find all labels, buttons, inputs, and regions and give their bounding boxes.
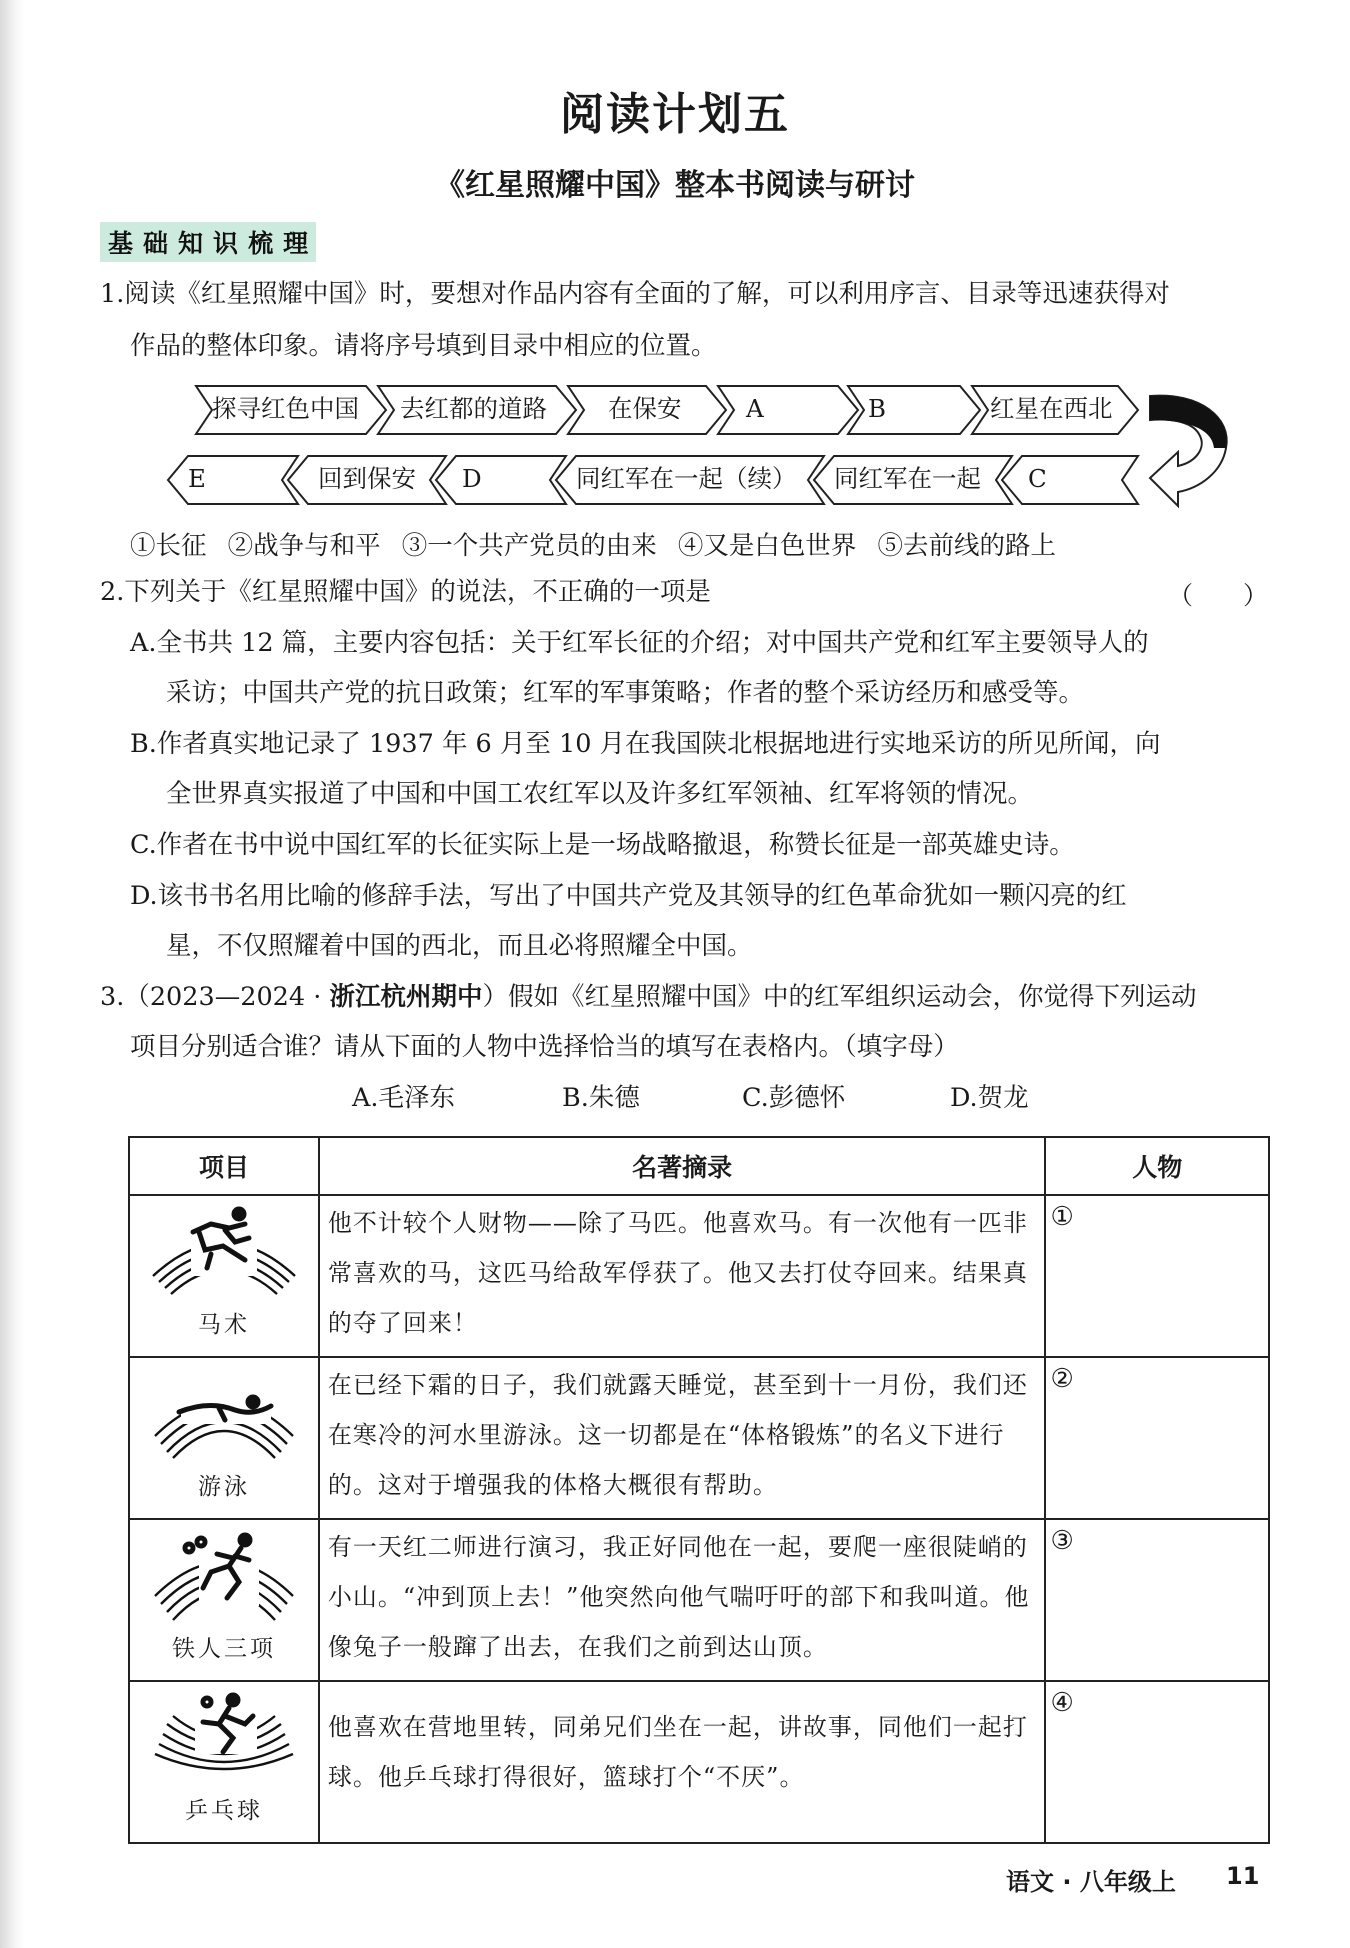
q2-option-c: C.作者在书中说中国红军的长征实际上是一场战略撤退，称赞长征是一部英雄史诗。 (130, 830, 1075, 860)
sport-cell (129, 1195, 319, 1357)
person-option: A.毛泽东 (352, 1083, 456, 1113)
excerpt-cell (319, 1195, 1046, 1357)
q1-options (130, 526, 1056, 562)
q2-option-a: A.全书共 12 篇，主要内容包括：关于红军长征的介绍；对中国共产党和红军主要领导人的 (130, 628, 1149, 658)
q2-option-a-cont: 采访；中国共产党的抗日政策；红军的军事策略；作者的整个采访经历和感受等。 (166, 678, 1085, 708)
triathlon-icon (149, 1526, 299, 1622)
swimming-icon (149, 1364, 299, 1460)
answer-paren: （ ） (1168, 581, 1269, 610)
answer-cell[interactable] (1045, 1681, 1269, 1843)
person-option: B.朱德 (562, 1083, 640, 1113)
person-option: C.彭德怀 (742, 1083, 846, 1113)
excerpt-text: 在已经下霜的日子，我们就露天睡觉，甚至到十一月份，我们还在寒冷的河水里游泳。这一切都是在“体格锻炼”的名义下进行的。这对于增强我的体格大概很有帮助。 (327, 1371, 1028, 1499)
sport-label: 马术 (197, 1312, 250, 1338)
answer-number: ④ (1050, 1688, 1074, 1718)
table-row (129, 1195, 1269, 1357)
sport-cell (129, 1681, 319, 1843)
excerpt-text: 有一天红二师进行演习，我正好同他在一起，要爬一座很陡峭的小山。“冲到顶上去！”他突然向他气喘吁吁的部下和我叫道。他像兔子一般蹿了出去，在我们之前到达山顶。 (327, 1533, 1030, 1661)
q3-line2: 项目分别适合谁？请从下面的人物中选择恰当的填写在表格内。（填字母） (130, 1032, 959, 1062)
page-title: 阅读计划五 (560, 89, 790, 140)
toc-item: 红星在西北 (990, 394, 1113, 423)
excerpt-text: 他喜欢在营地里转，同弟兄们坐在一起，讲故事，同他们一起打球。他乒乓球打得很好，篮球打个“不厌”。 (327, 1713, 1028, 1791)
answer-number: ① (1050, 1202, 1074, 1232)
answer-number: ② (1050, 1364, 1074, 1394)
excerpt-cell (319, 1519, 1046, 1681)
header-cell: 人物 (1045, 1137, 1269, 1195)
toc-blank-c: C (1028, 464, 1047, 493)
section-char: 知 (178, 229, 204, 258)
option: ①长征 (130, 531, 207, 561)
q2-option-d: D.该书书名用比喻的修辞手法，写出了中国共产党及其领导的红色革命犹如一颗闪亮的红 (130, 881, 1127, 911)
table-row (129, 1357, 1269, 1519)
header-cell: 项目 (129, 1137, 319, 1195)
sports-table (128, 1136, 1270, 1844)
toc-item: 同红军在一起 (834, 464, 981, 493)
q2-option-b: B.作者真实地记录了 1937 年 6 月至 10 月在我国陕北根据地进行实地采访的所见所闻，向 (130, 729, 1161, 759)
toc-item: 同红军在一起（续） (576, 464, 797, 493)
answer-cell[interactable] (1045, 1357, 1269, 1519)
q1-line2: 作品的整体印象。请将序号填到目录中相应的位置。 (130, 331, 717, 361)
chevron-box (1002, 456, 1138, 504)
excerpt-text: 他不计较个人财物——除了马匹。他喜欢马。有一次他有一匹非常喜欢的马，这匹马给敌军俘获了。他又去打仗夺回来。结果真的夺了回来！ (327, 1209, 1028, 1337)
answer-number: ③ (1050, 1526, 1074, 1556)
option: ③一个共产党员的由来 (401, 531, 657, 561)
toc-item: 探寻红色中国 (212, 394, 359, 423)
option: ②战争与和平 (227, 531, 381, 561)
q3-line1 (100, 981, 1196, 1013)
table-header-row (129, 1137, 1269, 1195)
sport-label: 铁人三项 (171, 1636, 276, 1662)
chevron-box (718, 386, 858, 434)
section-char: 理 (283, 229, 309, 258)
answer-cell[interactable] (1045, 1195, 1269, 1357)
table-row (129, 1519, 1269, 1681)
header-cell: 名著摘录 (319, 1137, 1046, 1195)
answer-cell[interactable] (1045, 1519, 1269, 1681)
sport-label: 游泳 (197, 1474, 250, 1500)
excerpt-cell (319, 1681, 1046, 1843)
toc-item: 去红都的道路 (400, 394, 547, 423)
sport-cell (129, 1519, 319, 1681)
q3-prefix: 3.（2023—2024 · (100, 982, 330, 1012)
q2-option-b-cont: 全世界真实报道了中国和中国工农红军以及许多红军领袖、红军将领的情况。 (166, 779, 1034, 809)
section-label (100, 222, 316, 262)
table-tennis-icon (149, 1688, 299, 1784)
q3-source: 浙江杭州期中 (329, 982, 483, 1012)
q2-option-d-cont: 星，不仅照耀着中国的西北，而且必将照耀全中国。 (166, 931, 753, 961)
equestrian-icon (149, 1202, 299, 1298)
toc-item: 回到保安 (318, 464, 416, 493)
option: ④又是白色世界 (677, 531, 857, 561)
curved-arrow-icon (1150, 396, 1227, 506)
q2-stem: 2.下列关于《红星照耀中国》的说法，不正确的一项是 (100, 577, 711, 607)
person-option: D.贺龙 (950, 1083, 1029, 1113)
page-edge-shadow (0, 0, 24, 1948)
toc-blank-b: B (868, 394, 887, 423)
page-number: 11 (1226, 1862, 1260, 1890)
page-subtitle: 《红星照耀中国》整本书阅读与研讨 (435, 168, 915, 203)
footer-subject: 语文 · 八年级上 (1006, 1868, 1176, 1896)
section-char: 基 (108, 229, 134, 258)
toc-blank-d: D (462, 464, 482, 493)
sport-cell (129, 1357, 319, 1519)
excerpt-cell (319, 1357, 1046, 1519)
section-char: 梳 (248, 229, 274, 258)
toc-blank-a: A (746, 394, 764, 423)
q3-line1-rest: ）假如《红星照耀中国》中的红军组织运动会，你觉得下列运动 (482, 982, 1197, 1012)
sport-label: 乒乓球 (184, 1798, 263, 1824)
chevron-box (436, 456, 566, 504)
section-char: 础 (143, 229, 169, 258)
option: ⑤去前线的路上 (877, 531, 1056, 561)
table-row (129, 1681, 1269, 1843)
toc-item: 在保安 (608, 394, 682, 423)
toc-blank-e: E (188, 464, 206, 493)
section-char: 识 (213, 229, 239, 258)
q1-line1: 1.阅读《红星照耀中国》时，要想对作品内容有全面的了解，可以利用序言、目录等迅速获得对 (100, 279, 1170, 309)
